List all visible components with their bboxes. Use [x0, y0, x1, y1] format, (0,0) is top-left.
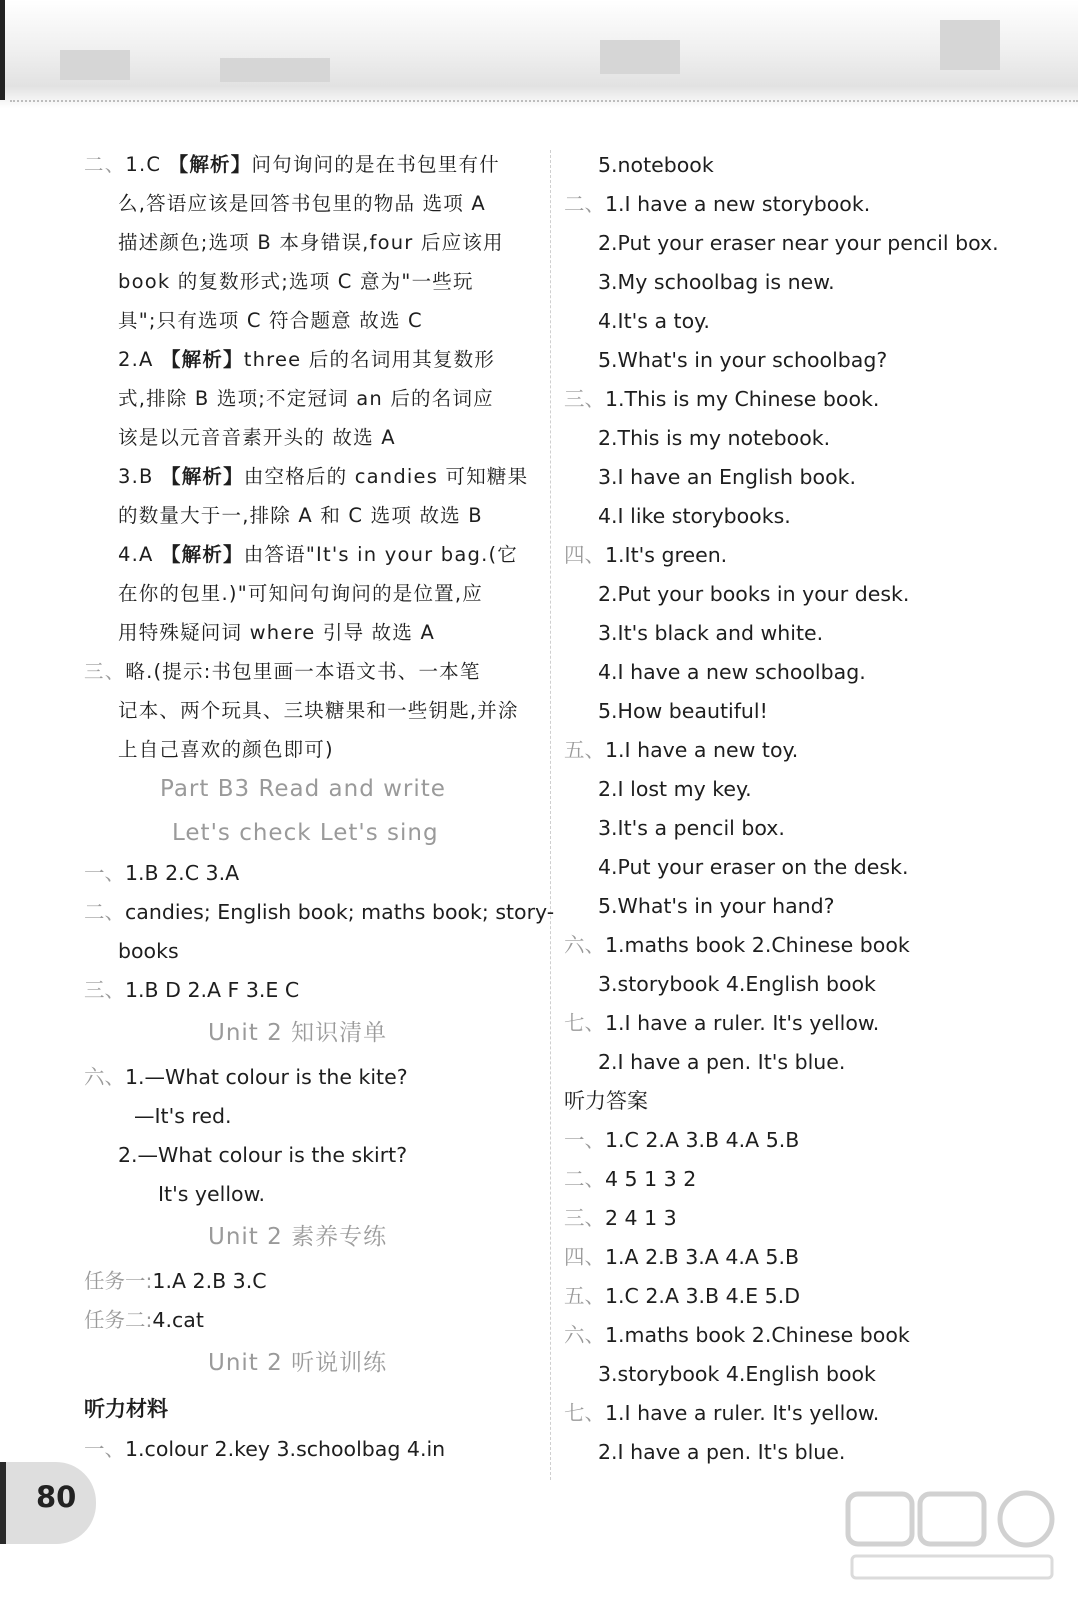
analysis-text: 式,排除 B 选项;不定冠词 an 后的名词应 — [118, 387, 494, 410]
answer-line — [564, 1123, 799, 1157]
analysis-text: 问句询问的是在书包里有什 — [251, 153, 500, 176]
section-marker: 七、 — [564, 1401, 605, 1425]
analysis-tag: 【解析】 — [161, 465, 244, 488]
answer-text: 3.My schoolbag is new. — [598, 270, 835, 294]
answer-line — [564, 928, 910, 962]
analysis-text: 描述颜色;选项 B 本身错误,four 后应该用 — [118, 231, 504, 254]
answer-line — [118, 343, 495, 377]
answer-line — [564, 1006, 879, 1040]
answer-text: 1.It's green. — [605, 543, 728, 567]
section-marker: 二、 — [84, 900, 125, 924]
column-divider — [550, 150, 551, 1480]
answer-text: 5.notebook — [598, 153, 714, 177]
subsection-title: 听力材料 — [84, 1397, 168, 1421]
section-heading: Unit 2 素养专练 — [208, 1224, 388, 1250]
answer-text: It's yellow. — [158, 1182, 265, 1206]
watermark-shape — [852, 1556, 1052, 1578]
answer-line — [564, 187, 870, 221]
answer-text: 1.colour 2.key 3.schoolbag 4.in — [125, 1437, 446, 1461]
answer-text: 2.Put your books in your desk. — [598, 582, 910, 606]
answer-text: 4.I have a new schoolbag. — [598, 660, 866, 684]
analysis-text: book 的复数形式;选项 C 意为"一些玩 — [118, 270, 474, 293]
answer-line — [564, 1240, 799, 1274]
answer-text: candies; English book; maths book; story- — [125, 900, 555, 924]
answer-line — [118, 538, 518, 572]
section-marker: 六、 — [84, 1065, 125, 1089]
analysis-text: 由空格后的 candies 可知糖果 — [243, 465, 529, 488]
analysis-text: 的数量大于一,排除 A 和 C 选项 故选 B — [118, 504, 483, 527]
section-heading: Part B3 Read and write — [160, 776, 446, 802]
answer-text: 2.I have a pen. It's blue. — [598, 1440, 846, 1464]
answer-text: 4 5 1 3 2 — [605, 1167, 697, 1191]
answer-line — [564, 1162, 696, 1196]
answer-text: 1.I have a new storybook. — [605, 192, 871, 216]
answer-line — [84, 148, 500, 182]
analysis-text: 略.(提示:书包里画一本语文书、一本笔 — [125, 660, 481, 683]
section-marker: 六、 — [564, 1323, 605, 1347]
section-marker: 五、 — [564, 738, 605, 762]
section-heading: Unit 2 知识清单 — [208, 1020, 388, 1046]
answer-text: 1.maths book 2.Chinese book — [605, 1323, 910, 1347]
analysis-tag: 【解析】 — [160, 543, 244, 566]
answer-key: 3.B — [118, 465, 154, 488]
answer-text: 1.C 2.A 3.B 4.E 5.D — [605, 1284, 801, 1308]
header-dotted-rule — [10, 100, 1078, 102]
answer-text: books — [118, 939, 179, 963]
analysis-text: three 后的名词用其复数形 — [243, 348, 496, 371]
answer-text: 2 4 1 3 — [605, 1206, 677, 1230]
header-decoration — [600, 40, 680, 74]
analysis-text: 么,答语应该是回答书包里的物品 选项 A — [118, 192, 486, 215]
badge-edge-bar — [0, 1462, 6, 1544]
answer-line — [564, 1318, 910, 1352]
analysis-text: 由答语"It's in your bag.(它 — [243, 543, 518, 566]
header-decoration — [60, 50, 130, 80]
section-marker: 三、 — [564, 387, 605, 411]
answer-text: 4.cat — [152, 1308, 204, 1332]
analysis-text: 上自己喜欢的颜色即可) — [118, 738, 334, 761]
section-marker: 三、 — [564, 1206, 605, 1230]
answer-text: 1.I have a new toy. — [605, 738, 799, 762]
answer-text: —It's red. — [134, 1104, 232, 1128]
section-marker: 二、 — [564, 192, 605, 216]
answer-text: 2.—What colour is the skirt? — [118, 1143, 408, 1167]
answer-line — [84, 1432, 445, 1466]
section-heading: Unit 2 听说训练 — [208, 1350, 388, 1376]
answer-line — [118, 460, 528, 494]
analysis-text: 用特殊疑问词 where 引导 故选 A — [118, 621, 436, 644]
analysis-tag: 【解析】 — [160, 348, 244, 371]
answer-text: 1.I have a ruler. It's yellow. — [605, 1401, 880, 1425]
answer-text: 1.I have a ruler. It's yellow. — [605, 1011, 880, 1035]
section-marker: 一、 — [564, 1128, 605, 1152]
answer-text: 1.C 2.A 3.B 4.A 5.B — [605, 1128, 800, 1152]
answer-text: 1.—What colour is the kite? — [125, 1065, 408, 1089]
answer-text: 1.This is my Chinese book. — [605, 387, 880, 411]
answer-line — [564, 1201, 677, 1235]
header-decoration — [220, 58, 330, 82]
section-heading: Let's check Let's sing — [172, 820, 439, 846]
answer-text: 2.Put your eraser near your pencil box. — [598, 231, 999, 255]
watermark-shape — [920, 1494, 984, 1544]
answer-text: 3.I have an English book. — [598, 465, 857, 489]
section-marker: 六、 — [564, 933, 605, 957]
answer-text: 1.maths book 2.Chinese book — [605, 933, 910, 957]
analysis-tag: 【解析】 — [168, 153, 252, 176]
section-marker: 三、 — [84, 978, 125, 1002]
section-marker: 四、 — [564, 543, 605, 567]
section-marker: 二、 — [84, 153, 126, 176]
section-marker: 三、 — [84, 660, 126, 683]
subsection-title: 听力答案 — [564, 1089, 648, 1113]
answer-line — [84, 655, 481, 689]
answer-text: 1.A 2.B 3.A 4.A 5.B — [605, 1245, 800, 1269]
answer-text: 3.storybook 4.English book — [598, 972, 876, 996]
watermark-shape — [1000, 1493, 1052, 1545]
answer-text: 1.B 2.C 3.A — [125, 861, 240, 885]
answer-key: 2.A — [118, 348, 154, 371]
analysis-text: 在你的包里.)"可知问句询问的是位置,应 — [118, 582, 483, 605]
section-marker: 五、 — [564, 1284, 605, 1308]
analysis-text: 该是以元音音素开头的 故选 A — [118, 426, 396, 449]
header-band — [0, 0, 1078, 108]
section-marker: 四、 — [564, 1245, 605, 1269]
watermark-shape — [848, 1494, 912, 1544]
answer-text: 3.storybook 4.English book — [598, 1362, 876, 1386]
answer-line — [84, 1264, 267, 1298]
analysis-text: 记本、两个玩具、三块糖果和一些钥匙,并涂 — [118, 699, 519, 722]
header-decoration — [940, 20, 1000, 70]
section-marker: 任务二: — [84, 1308, 153, 1332]
answer-text: 2.I have a pen. It's blue. — [598, 1050, 846, 1074]
answer-text: 2.I lost my key. — [598, 777, 752, 801]
answer-text: 1.A 2.B 3.C — [152, 1269, 267, 1293]
answer-text: 4.It's a toy. — [598, 309, 710, 333]
left-edge-bar — [0, 0, 5, 100]
answer-line — [564, 1396, 879, 1430]
answer-line — [564, 538, 727, 572]
answer-line — [84, 1060, 408, 1094]
answer-line — [564, 733, 798, 767]
analysis-text: 具";只有选项 C 符合题意 故选 C — [118, 309, 423, 332]
page-number: 80 — [36, 1480, 77, 1514]
answer-text: 2.This is my notebook. — [598, 426, 831, 450]
answer-line — [564, 382, 879, 416]
section-marker: 二、 — [564, 1167, 605, 1191]
section-marker: 七、 — [564, 1011, 605, 1035]
answer-line — [84, 856, 239, 890]
answer-text: 4.Put your eraser on the desk. — [598, 855, 909, 879]
answer-text: 4.I like storybooks. — [598, 504, 791, 528]
watermark-logo — [842, 1486, 1062, 1586]
section-marker: 一、 — [84, 1437, 125, 1461]
answer-text: 5.What's in your schoolbag? — [598, 348, 888, 372]
answer-line — [84, 895, 554, 929]
answer-line — [84, 973, 299, 1007]
answer-line — [84, 1303, 204, 1337]
answer-text: 5.What's in your hand? — [598, 894, 835, 918]
answer-key: 4.A — [118, 543, 154, 566]
answer-text: 3.It's a pencil box. — [598, 816, 785, 840]
answer-text: 5.How beautiful! — [598, 699, 768, 723]
answer-line — [564, 1279, 800, 1313]
section-marker: 一、 — [84, 861, 125, 885]
section-marker: 任务一: — [84, 1269, 153, 1293]
answer-text: 1.B D 2.A F 3.E C — [125, 978, 300, 1002]
answer-key: 1.C — [125, 153, 162, 176]
answer-text: 3.It's black and white. — [598, 621, 824, 645]
